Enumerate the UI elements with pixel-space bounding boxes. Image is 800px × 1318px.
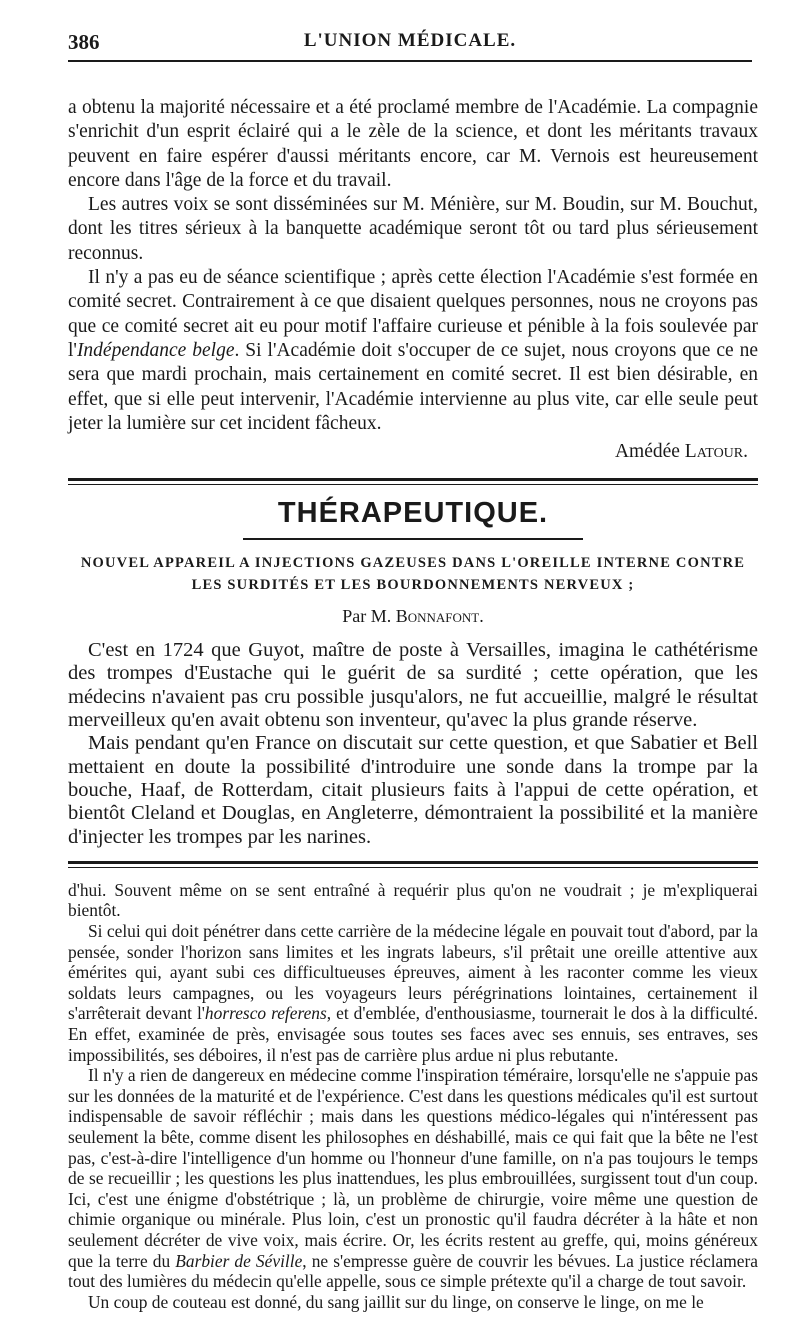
article-title: NOUVEL APPAREIL A INJECTIONS GAZEUSES DANS L'OREILLE INTERNE CONTRE LES SURDITÉS ET LES BOURDONNEMENTS NERVEUX ; <box>80 555 746 594</box>
section-divider <box>68 478 758 485</box>
journal-title: L'UNION MÉDICALE. <box>303 30 517 51</box>
title-underline <box>243 538 583 540</box>
report-continuation <box>68 96 758 464</box>
article-body <box>68 639 758 849</box>
paragraph: Un coup de couteau est donné, du sang jaillit sur du linge, on conserve le linge, on me le <box>88 1291 704 1312</box>
paragraph: Il n'y a pas eu de séance scientifique ; après cette élection l'Académie s'est formée en comité secret. Contrairement à ce que disaient quelques personnes, nous ne croyons pas que ce comité secret ait eu pour motif l'affaire curieuse et pénible à la fois soulevée par l'Indépendance belge. Si l'Académie doit s'occuper de ce sujet, nous croyons que ce ne sera que mardi prochain, mais certainement en comité secret. Il est bien désirable, en effet, que si elle peut intervenir, l'Académie intervienne au plus vite, car elle seule peut jeter la lumière sur cet incident fâcheux. <box>68 267 758 434</box>
italic-title: Barbier de Séville <box>175 1250 303 1271</box>
paragraph: Les autres voix se sont disséminées sur M. Ménière, sur M. Boudin, sur M. Bouchut, dont les titres sérieux à la banquette académique seront tôt ou tard plus sérieusement reconnus. <box>68 194 758 264</box>
article-author: Par M. Bonnafont. <box>342 606 484 627</box>
page-header <box>68 26 752 62</box>
section-title: THÉRAPEUTIQUE. <box>277 497 549 530</box>
paragraph: Mais pendant qu'en France on discutait sur cette question, et que Sabatier et Bell mettaient en doute la possibilité d'introduire une sonde dans la trompe par la bouche, Haaf, de Rotterdam, citait plusieurs faits à l'appui de cette opération, et bientôt Cleland et Douglas, en Angleterre, démontraient la possibilité et la manière d'injecter les trompes par les narines. <box>68 732 758 848</box>
italic-phrase: horresco referens <box>204 1003 327 1024</box>
italic-title: Indépendance belge <box>76 339 235 361</box>
paragraph: d'hui. Souvent même on se sent entraîné à requérir plus qu'on ne voudrait ; je m'expliquerai bientôt. <box>68 879 758 921</box>
author-signature: Amédée Latour. <box>614 441 748 463</box>
page-number: 386 <box>68 30 100 54</box>
feuilleton-text <box>68 880 758 1312</box>
paragraph: Si celui qui doit pénétrer dans cette carrière de la médecine légale en pouvait tout d'abord, par la pensée, sonder l'horizon sans limites et les ingrats labeurs, s'il prêtait une oreille attentive aux émérites qui, ayant subi ces difficultueuses épreuves, aiment à les raconter comme les vieux soldats leurs campagnes, ou les voyageurs leurs pérégrinations lointaines, certainement il s'arrêterait devant l'horresco referens, et d'emblée, d'enthousiasme, tournerait le dos à la difficulté. En effet, examinée de près, envisagée sous toutes ses faces avec ses ennuis, ses entraves, ses impossibilités, ses déboires, il n'est pas de carrière plus ardue ni plus rebutante. <box>68 921 758 1065</box>
paragraph: Il n'y a rien de dangereux en médecine comme l'inspiration téméraire, lorsqu'elle ne s'appuie pas sur les données de la maturité et de l'expérience. C'est dans les questions médicales qu'il est surtout indispensable de savoir réfléchir ; mais dans les questions médico-légales qui n'intéressent pas seulement la bête, comme disent les philosophes en déshabillé, mais ce qui fait que la bête ne l'est pas, c'est-à-dire l'intelligence d'un homme ou l'honneur d'une famille, on n'a pas toujours le temps de se recueillir ; les questions les plus inattendues, les plus embrouillées, surgissent tout d'un coup. Ici, c'est une énigme d'obstétrique ; là, un problème de chirurgie, voire même une question de chimie organique ou minérale. Plus loin, c'est un pronostic qu'il faudra décréter à la hâte et non seulement décréter de vive voix, mais écrire. Or, les écrits restent au greffe, qui, moins généreux que la terre du Barbier de Séville, ne s'empresse guère de couvrir les bévues. La justice réclamera tout des lumières du médecin qu'elle appelle, sous ce simple prétexte qu'il a charge de tout savoir. <box>68 1065 759 1292</box>
paragraph: a obtenu la majorité nécessaire et a été proclamé membre de l'Académie. La compagnie s'enrichit d'un esprit éclairé qui a le zèle de la science, et dont les méritants travaux peuvent en faire espérer d'aussi méritants encore, car M. Vernois est heureusement encore dans l'âge de la force et du travail. <box>68 97 758 191</box>
feuilleton-divider <box>68 861 758 868</box>
paragraph: C'est en 1724 que Guyot, maître de poste à Versailles, imagina le cathétérisme des trompes d'Eustache qui le guérit de sa surdité ; cette opération, que les médecins n'avaient pas cru possible jusqu'alors, ne fut accueillie, malgré le résultat merveilleux qu'en avait obtenu son inventeur, qu'avec la plus grande réserve. <box>68 639 758 732</box>
